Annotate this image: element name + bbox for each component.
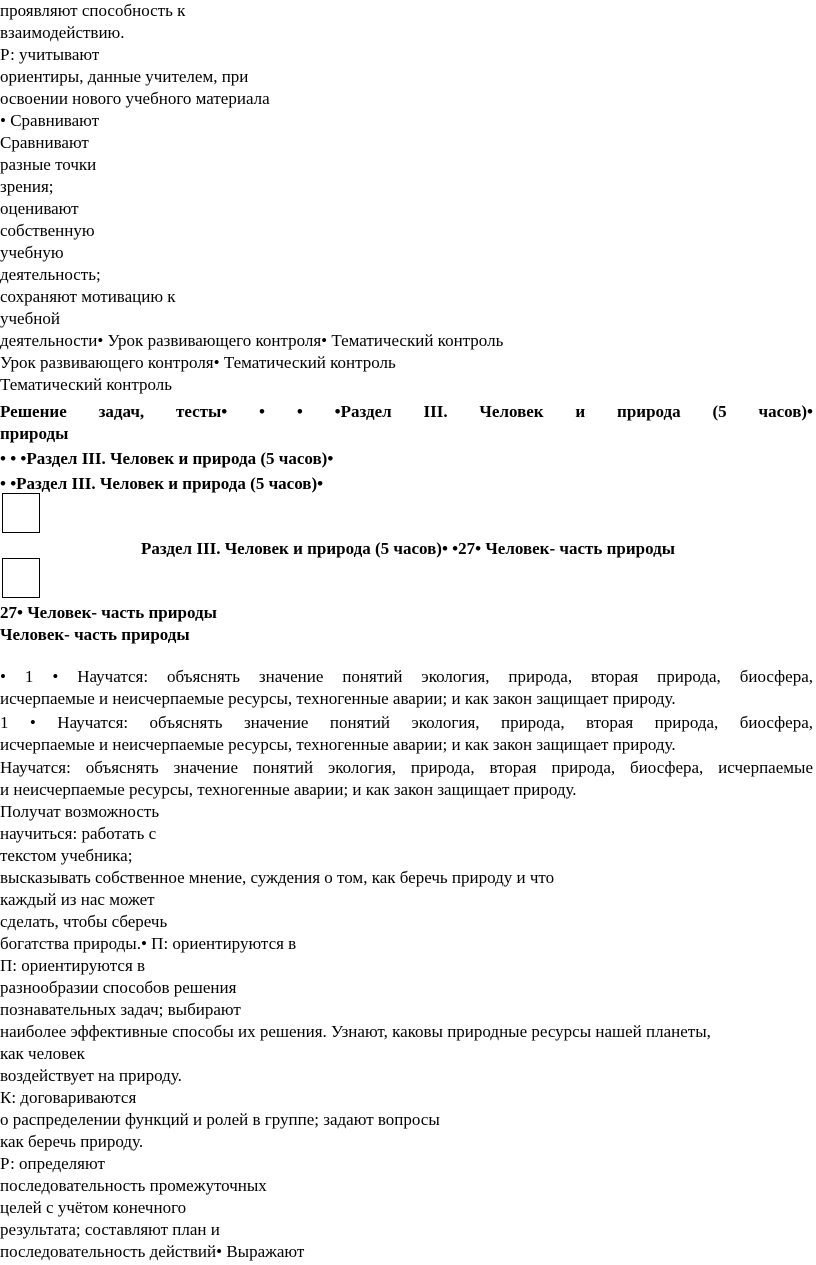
text-line: сделать, чтобы сберечь bbox=[0, 912, 168, 931]
text-line: о распределении функций и ролей в группе; задают вопросы bbox=[0, 1110, 440, 1129]
text-line: деятельность; bbox=[0, 265, 101, 284]
text-line: собственную bbox=[0, 221, 95, 240]
text-line: П: ориентируются в bbox=[0, 956, 146, 975]
text-line: Научатся: объяснять значение понятий экология, природа, вторая природа, биосфера, исчерпаемые bbox=[0, 758, 813, 777]
text-line: ориентиры, данные учителем, при bbox=[0, 67, 249, 86]
table-cell-box bbox=[2, 493, 40, 533]
text-line: сохраняют мотивацию к bbox=[0, 287, 176, 306]
text-line: последовательность промежуточных bbox=[0, 1176, 267, 1195]
text-line: познавательных задач; выбирают bbox=[0, 1000, 241, 1019]
text-line: как человек bbox=[0, 1044, 85, 1063]
text-line: воздействует на природу. bbox=[0, 1066, 182, 1085]
text-line: 1 • Научатся: объяснять значение понятий экология, природа, вторая природа, биосфера, bbox=[0, 713, 813, 732]
text-line: разнообразии способов решения bbox=[0, 978, 237, 997]
section-heading-line: природы bbox=[0, 424, 69, 443]
text-line: исчерпаемые и неисчерпаемые ресурсы, техногенные аварии; и как закон защищает природу. bbox=[0, 689, 676, 708]
text-line: исчерпаемые и неисчерпаемые ресурсы, техногенные аварии; и как закон защищает природу. bbox=[0, 735, 676, 754]
text-line: и неисчерпаемые ресурсы, техногенные аварии; и как закон защищает природу. bbox=[0, 780, 577, 799]
text-line: деятельности• Урок развивающего контроля• Тематический контроль bbox=[0, 331, 504, 350]
text-line: учебной bbox=[0, 309, 60, 328]
lesson-title-line: Человек- часть природы bbox=[0, 625, 190, 644]
text-line: последовательность действий• Выражают bbox=[0, 1242, 305, 1261]
lesson-title-line: 27• Человек- часть природы bbox=[0, 603, 217, 622]
text-line: К: договариваются bbox=[0, 1088, 137, 1107]
text-line: текстом учебника; bbox=[0, 846, 133, 865]
text-line: богатства природы.• П: ориентируются в bbox=[0, 934, 297, 953]
text-line: освоении нового учебного материала bbox=[0, 89, 270, 108]
text-line: как беречь природу. bbox=[0, 1132, 144, 1151]
text-line: наиболее эффективные способы их решения. Узнают, каковы природные ресурсы нашей планеты, bbox=[0, 1022, 711, 1041]
text-line: Урок развивающего контроля• Тематический контроль bbox=[0, 353, 396, 372]
text-line: • 1 • Научатся: объяснять значение понятий экология, природа, вторая природа, биосфера, bbox=[0, 667, 813, 686]
text-line: зрения; bbox=[0, 177, 54, 196]
section-heading-line: Решение задач, тесты• • • •Раздел III. Человек и природа (5 часов)• bbox=[0, 402, 813, 421]
text-line: результата; составляют план и bbox=[0, 1220, 220, 1239]
text-line: оценивают bbox=[0, 199, 79, 218]
text-line: проявляют способность к bbox=[0, 1, 186, 20]
text-line: разные точки bbox=[0, 155, 97, 174]
text-line: Р: учитывают bbox=[0, 45, 100, 64]
text-line: • Сравнивают bbox=[0, 111, 100, 130]
section-heading-line: • • •Раздел III. Человек и природа (5 часов)• bbox=[0, 449, 334, 468]
table-cell-box bbox=[2, 558, 40, 598]
section-heading-line: • •Раздел III. Человек и природа (5 часов)• bbox=[0, 474, 324, 493]
text-line: Тематический контроль bbox=[0, 375, 172, 394]
text-line: Получат возможность bbox=[0, 802, 160, 821]
text-line: Р: определяют bbox=[0, 1154, 105, 1173]
section-heading-line: Раздел III. Человек и природа (5 часов)• •27• Человек- часть природы bbox=[141, 539, 675, 558]
text-line: каждый из нас может bbox=[0, 890, 155, 909]
text-line: Сравнивают bbox=[0, 133, 89, 152]
text-line: целей с учётом конечного bbox=[0, 1198, 187, 1217]
text-line: взаимодействию. bbox=[0, 23, 125, 42]
text-line: научиться: работать с bbox=[0, 824, 157, 843]
text-line: учебную bbox=[0, 243, 64, 262]
text-line: высказывать собственное мнение, суждения о том, как беречь природу и что bbox=[0, 868, 555, 887]
